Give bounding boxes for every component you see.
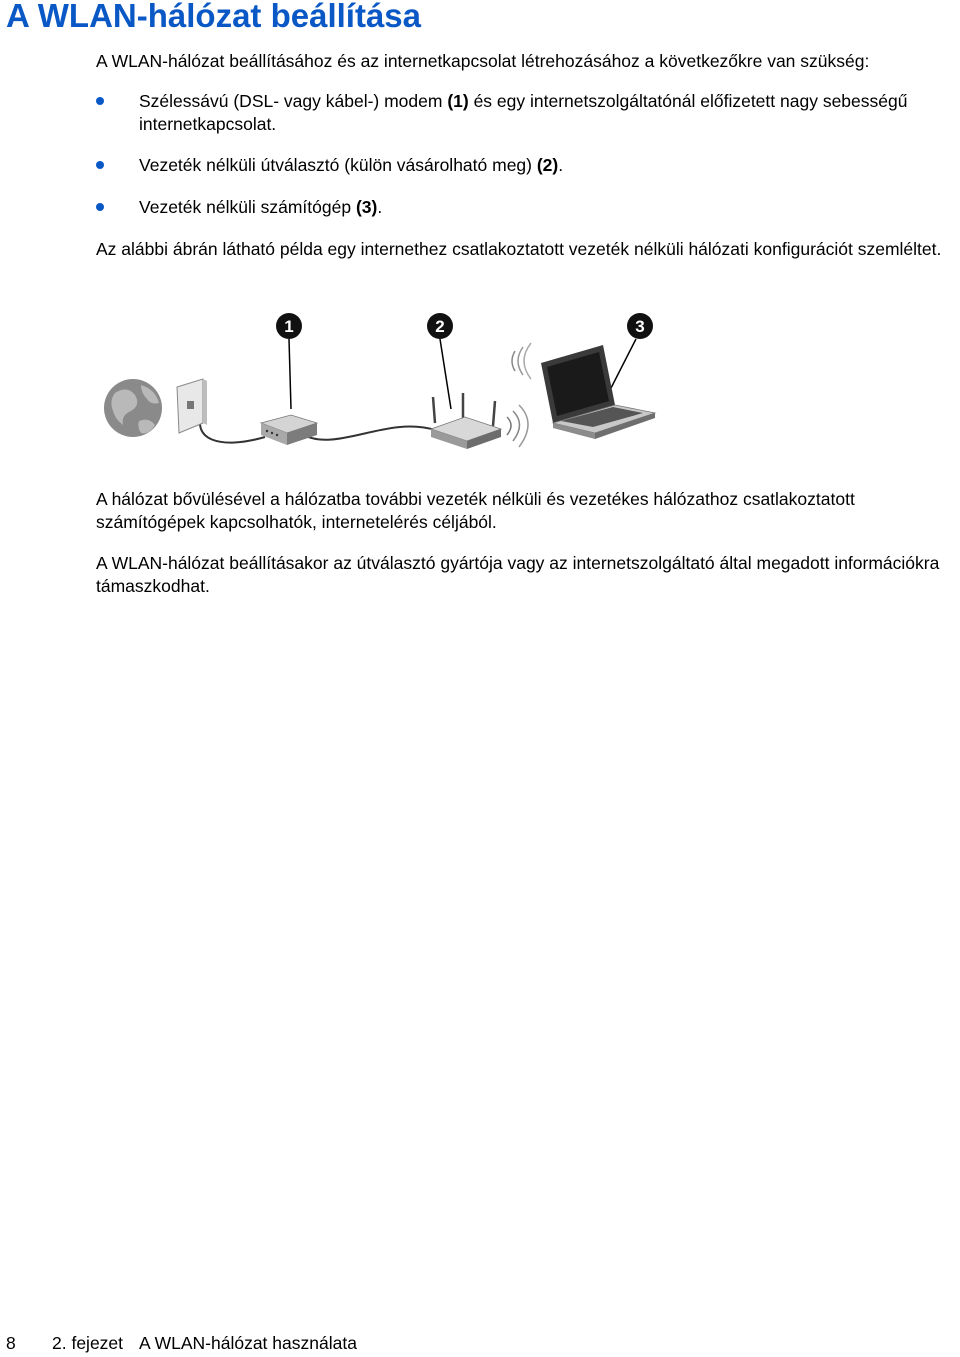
laptop-icon xyxy=(512,343,655,439)
intro-paragraph: A WLAN-hálózat beállításához és az internetkapcsolat létrehozásához a következőkre van szükség: xyxy=(96,51,870,71)
bullet-icon xyxy=(96,203,104,211)
cable-modem-to-router xyxy=(300,427,435,440)
svg-text:2: 2 xyxy=(435,317,445,336)
cable-wall-to-modem xyxy=(200,410,265,443)
list-item: Szélessávú (DSL- vagy kábel-) modem (1) és egy internetszolgáltatónál előfizetett nagy sebességű internetkapcsolat. xyxy=(96,90,956,154)
page-footer xyxy=(6,1332,357,1355)
callout-ref: (2) xyxy=(536,155,559,175)
page-title: A WLAN-hálózat beállítása xyxy=(6,0,421,34)
bullet-icon xyxy=(96,161,104,169)
wall-jack-icon xyxy=(177,379,207,433)
svg-text:3: 3 xyxy=(635,317,645,336)
chapter-title: A WLAN-hálózat használata xyxy=(139,1333,357,1353)
list-item: Vezeték nélküli útválasztó (külön vásárolható meg) (2). xyxy=(96,154,956,196)
callout-1 xyxy=(276,313,302,339)
requirements-list xyxy=(96,90,956,219)
router-icon xyxy=(431,393,528,449)
expansion-paragraph: A hálózat bővülésével a hálózatba további vezeték nélküli és vezetékes hálózathoz csatlakoztatott számítógépek kapcsolhatók, internetelérés céljából. xyxy=(96,489,855,532)
page-number: 8 xyxy=(6,1333,16,1353)
network-diagram xyxy=(95,305,675,460)
setup-paragraph: A WLAN-hálózat beállításakor az útválasztó gyártója vagy az internetszolgáltató által megadott információkra támaszkodhat. xyxy=(96,553,940,596)
callout-3 xyxy=(627,313,653,339)
list-item: Vezeték nélküli számítógép (3). xyxy=(96,196,956,219)
bullet-icon xyxy=(96,97,104,105)
chapter-label: 2. fejezet xyxy=(52,1333,124,1353)
modem-icon xyxy=(261,415,317,445)
callout-ref: (1) xyxy=(447,91,469,111)
figure-caption: Az alábbi ábrán látható példa egy internethez csatlakoztatott vezeték nélküli hálózati konfigurációt szemléltet. xyxy=(96,239,942,259)
callout-ref: (3) xyxy=(355,197,378,217)
svg-text:1: 1 xyxy=(284,317,294,336)
globe-icon xyxy=(104,379,162,437)
callout-2 xyxy=(427,313,453,339)
